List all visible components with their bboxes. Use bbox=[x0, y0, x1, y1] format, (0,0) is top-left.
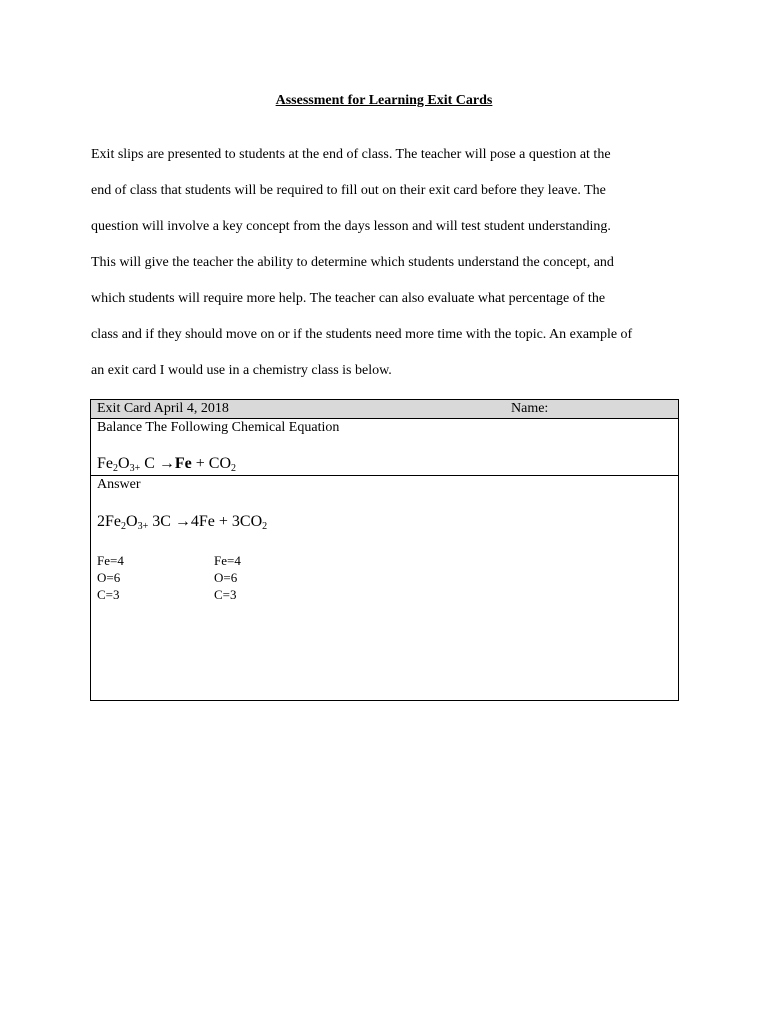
eq-subscript: 2 bbox=[262, 521, 268, 532]
reactant-atom-counts bbox=[97, 552, 124, 603]
answer-cell bbox=[91, 476, 678, 699]
atom-count: C=3 bbox=[97, 587, 120, 602]
eq-subscript: 3 bbox=[129, 463, 135, 474]
answer-equation bbox=[97, 513, 267, 531]
question-prompt: Balance The Following Chemical Equation bbox=[97, 420, 340, 435]
atom-count: Fe=4 bbox=[214, 553, 241, 568]
eq-subscript: 2 bbox=[231, 463, 236, 474]
name-label: Name: bbox=[511, 401, 549, 416]
eq-subscript: 2 bbox=[113, 463, 118, 474]
paragraph-line: which students will require more help. The teacher can also evaluate what percentage of the bbox=[91, 291, 606, 306]
eq-text: Fe bbox=[97, 455, 113, 472]
atom-count: Fe=4 bbox=[97, 553, 124, 568]
atom-count: O=6 bbox=[214, 570, 238, 585]
paragraph-line: end of class that students will be required to fill out on their exit card before they leave. The bbox=[91, 183, 606, 198]
eq-subscript: 2 bbox=[121, 521, 126, 532]
eq-text: O bbox=[118, 455, 130, 472]
paragraph-line: This will give the teacher the ability to determine which students understand the concept, and bbox=[91, 255, 614, 270]
eq-text: 2Fe bbox=[97, 513, 121, 530]
page-title: Assessment for Learning Exit Cards bbox=[275, 93, 493, 108]
paragraph-line: an exit card I would use in a chemistry class is below. bbox=[91, 363, 392, 378]
paragraph-line: class and if they should move on or if the students need more time with the topic. An example of bbox=[91, 327, 633, 342]
answer-label: Answer bbox=[97, 477, 141, 492]
paragraph-line: question will involve a key concept from the days lesson and will test student understanding. bbox=[91, 219, 611, 234]
product-atom-counts bbox=[214, 552, 241, 603]
eq-text: Fe bbox=[174, 455, 192, 472]
atom-count: O=6 bbox=[97, 570, 121, 585]
paragraph-line: Exit slips are presented to students at the end of class. The teacher will pose a question at the bbox=[91, 147, 611, 162]
eq-subscript: + bbox=[134, 463, 141, 474]
atom-count: C=3 bbox=[214, 587, 237, 602]
question-equation bbox=[97, 455, 236, 473]
exit-card-header bbox=[91, 400, 678, 419]
eq-text: + CO bbox=[191, 455, 231, 472]
eq-subscript: + bbox=[142, 521, 149, 532]
exit-card-date: Exit Card April 4, 2018 bbox=[97, 401, 229, 416]
eq-text: C → bbox=[140, 455, 175, 472]
intro-paragraph bbox=[91, 137, 691, 389]
eq-subscript: 3 bbox=[137, 521, 143, 532]
exit-card-table bbox=[90, 399, 679, 701]
eq-text: O bbox=[126, 513, 138, 530]
question-cell bbox=[91, 419, 678, 476]
eq-text: 3C →4Fe + 3CO bbox=[148, 513, 263, 530]
